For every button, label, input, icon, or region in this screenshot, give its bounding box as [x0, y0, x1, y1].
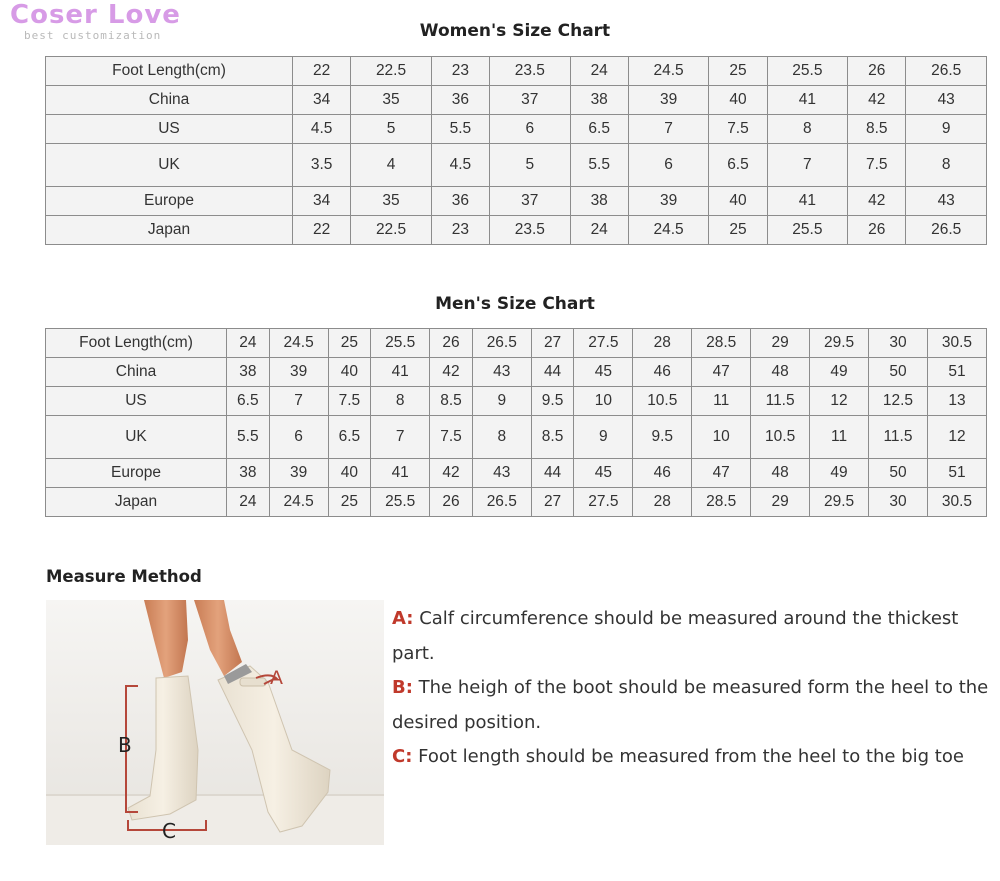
women-table-cell: 26 — [848, 57, 906, 86]
diagram-label-c: C — [162, 819, 176, 843]
men-table-cell: 51 — [927, 358, 986, 387]
women-table-cell: 5.5 — [431, 115, 489, 144]
diagram-label-a: A — [270, 667, 283, 689]
men-table-cell: 10 — [692, 416, 751, 459]
women-table-cell: 25 — [709, 57, 767, 86]
women-table-cell: 8.5 — [848, 115, 906, 144]
women-table-cell: 7 — [628, 115, 709, 144]
men-table-cell: 28 — [633, 488, 692, 517]
women-table-cell: 38 — [570, 86, 628, 115]
men-table-cell: 47 — [692, 459, 751, 488]
women-table-row — [46, 57, 987, 86]
men-table-cell: 7 — [269, 387, 328, 416]
women-table-cell: 25.5 — [767, 57, 848, 86]
men-table-row-label: US — [46, 387, 227, 416]
women-table-cell: 4.5 — [293, 115, 351, 144]
men-table-cell: 50 — [869, 459, 928, 488]
men-table-cell: 29 — [751, 488, 810, 517]
men-table-row — [46, 459, 987, 488]
men-table-row-label: China — [46, 358, 227, 387]
women-table-cell: 24 — [570, 57, 628, 86]
women-table-cell: 36 — [431, 86, 489, 115]
men-table-cell: 47 — [692, 358, 751, 387]
note-a — [392, 602, 992, 671]
diagram-label-b: B — [118, 733, 132, 757]
men-table-cell: 29.5 — [810, 329, 869, 358]
men-table-row — [46, 358, 987, 387]
note-c-key: C: — [392, 746, 413, 767]
men-table-cell: 6.5 — [227, 387, 270, 416]
measure-method-title: Measure Method — [46, 567, 202, 586]
women-table-row-label: Foot Length(cm) — [46, 57, 293, 86]
men-table-cell: 40 — [328, 358, 371, 387]
men-table-cell: 8 — [472, 416, 531, 459]
men-table-cell: 11.5 — [751, 387, 810, 416]
men-table-cell: 49 — [810, 358, 869, 387]
men-table-cell: 44 — [531, 358, 574, 387]
men-table-cell: 25.5 — [371, 488, 430, 517]
men-table-cell: 26 — [430, 329, 473, 358]
women-table-cell: 41 — [767, 86, 848, 115]
men-table-cell: 41 — [371, 459, 430, 488]
men-table-row — [46, 387, 987, 416]
brand-tagline: best customization — [24, 29, 162, 42]
men-table-cell: 27 — [531, 488, 574, 517]
men-table-row-label: Japan — [46, 488, 227, 517]
women-table-cell: 5.5 — [570, 144, 628, 187]
men-table-row-label: UK — [46, 416, 227, 459]
women-table-cell: 22.5 — [351, 216, 432, 245]
women-table-cell: 38 — [570, 187, 628, 216]
women-table-cell: 36 — [431, 187, 489, 216]
women-table-row — [46, 216, 987, 245]
men-table-cell: 42 — [430, 358, 473, 387]
men-table-cell: 44 — [531, 459, 574, 488]
men-table-cell: 12 — [810, 387, 869, 416]
women-table-row — [46, 115, 987, 144]
women-table-row-label: China — [46, 86, 293, 115]
women-table-cell: 25.5 — [767, 216, 848, 245]
women-table-cell: 42 — [848, 187, 906, 216]
boot-measure-photo — [46, 600, 384, 845]
women-table-row — [46, 86, 987, 115]
men-table-cell: 11 — [692, 387, 751, 416]
women-table-cell: 37 — [490, 86, 571, 115]
men-table-cell: 30 — [869, 329, 928, 358]
men-table-cell: 12.5 — [869, 387, 928, 416]
women-table-cell: 4.5 — [431, 144, 489, 187]
women-table-cell: 22 — [293, 216, 351, 245]
women-table-cell: 6 — [628, 144, 709, 187]
women-table-cell: 5 — [490, 144, 571, 187]
men-table-cell: 28.5 — [692, 329, 751, 358]
men-table-cell: 11 — [810, 416, 869, 459]
men-table-cell: 24.5 — [269, 488, 328, 517]
women-table-cell: 35 — [351, 187, 432, 216]
men-table-cell: 6.5 — [328, 416, 371, 459]
women-table-cell: 23 — [431, 216, 489, 245]
men-table-cell: 45 — [574, 358, 633, 387]
men-table-cell: 30.5 — [927, 488, 986, 517]
men-table-cell: 28 — [633, 329, 692, 358]
men-table-cell: 46 — [633, 459, 692, 488]
women-table-cell: 43 — [906, 187, 987, 216]
men-table-cell: 27 — [531, 329, 574, 358]
women-table-cell: 23.5 — [490, 57, 571, 86]
men-table-cell: 8 — [371, 387, 430, 416]
men-table-cell: 24 — [227, 329, 270, 358]
women-table-cell: 42 — [848, 86, 906, 115]
women-table-cell: 8 — [767, 115, 848, 144]
women-table-row-label: Europe — [46, 187, 293, 216]
women-table-cell: 6 — [490, 115, 571, 144]
men-table-cell: 25 — [328, 329, 371, 358]
men-table-cell: 10 — [574, 387, 633, 416]
women-table-cell: 24.5 — [628, 216, 709, 245]
women-table-cell: 26.5 — [906, 57, 987, 86]
men-table-cell: 46 — [633, 358, 692, 387]
men-table-cell: 8.5 — [531, 416, 574, 459]
women-table-cell: 22.5 — [351, 57, 432, 86]
men-table-cell: 39 — [269, 358, 328, 387]
women-table-row — [46, 187, 987, 216]
men-table-cell: 11.5 — [869, 416, 928, 459]
women-table-row — [46, 144, 987, 187]
women-table-row-label: US — [46, 115, 293, 144]
women-table-cell: 24.5 — [628, 57, 709, 86]
men-table-cell: 45 — [574, 459, 633, 488]
men-table-cell: 40 — [328, 459, 371, 488]
men-table-cell: 7.5 — [328, 387, 371, 416]
women-table-cell: 6.5 — [709, 144, 767, 187]
men-table-cell: 24.5 — [269, 329, 328, 358]
men-table-cell: 48 — [751, 358, 810, 387]
men-chart-title: Men's Size Chart — [435, 294, 595, 314]
women-table-cell: 39 — [628, 187, 709, 216]
women-table-cell: 23.5 — [490, 216, 571, 245]
measure-notes — [392, 602, 992, 775]
men-table-cell: 51 — [927, 459, 986, 488]
women-table-cell: 24 — [570, 216, 628, 245]
women-table-cell: 9 — [906, 115, 987, 144]
women-table-cell: 22 — [293, 57, 351, 86]
men-table-cell: 43 — [472, 459, 531, 488]
women-table-cell: 7 — [767, 144, 848, 187]
men-table-row-label: Foot Length(cm) — [46, 329, 227, 358]
men-table-row — [46, 416, 987, 459]
men-table-row — [46, 488, 987, 517]
brand-logo — [10, 0, 181, 42]
note-a-key: A: — [392, 608, 414, 629]
men-table-cell: 9 — [472, 387, 531, 416]
boot-illustration — [46, 600, 384, 845]
brand-name: Coser Love — [10, 0, 181, 30]
men-table-cell: 42 — [430, 459, 473, 488]
men-table-cell: 30 — [869, 488, 928, 517]
men-size-table — [45, 328, 987, 517]
women-table-cell: 4 — [351, 144, 432, 187]
note-a-text: Calf circumference should be measured around the thickest part. — [392, 608, 959, 664]
note-b-text: The heigh of the boot should be measured form the heel to the desired position. — [392, 677, 989, 733]
note-b — [392, 671, 992, 740]
women-table-cell: 8 — [906, 144, 987, 187]
men-table-cell: 26 — [430, 488, 473, 517]
men-table-row — [46, 329, 987, 358]
men-table-cell: 38 — [227, 358, 270, 387]
men-table-cell: 38 — [227, 459, 270, 488]
women-size-table — [45, 56, 987, 245]
women-table-row-label: Japan — [46, 216, 293, 245]
men-table-cell: 12 — [927, 416, 986, 459]
women-table-cell: 6.5 — [570, 115, 628, 144]
men-table-cell: 39 — [269, 459, 328, 488]
women-table-cell: 34 — [293, 187, 351, 216]
women-table-cell: 23 — [431, 57, 489, 86]
women-table-cell: 43 — [906, 86, 987, 115]
men-table-cell: 27.5 — [574, 329, 633, 358]
men-table-cell: 9.5 — [531, 387, 574, 416]
men-table-cell: 13 — [927, 387, 986, 416]
women-table-cell: 3.5 — [293, 144, 351, 187]
note-b-key: B: — [392, 677, 413, 698]
women-table-cell: 40 — [709, 187, 767, 216]
women-table-cell: 41 — [767, 187, 848, 216]
men-table-row-label: Europe — [46, 459, 227, 488]
men-table-cell: 26.5 — [472, 488, 531, 517]
men-table-cell: 7 — [371, 416, 430, 459]
women-table-cell: 7.5 — [709, 115, 767, 144]
women-table-cell: 5 — [351, 115, 432, 144]
women-table-cell: 35 — [351, 86, 432, 115]
note-c — [392, 740, 992, 775]
men-table-cell: 10.5 — [751, 416, 810, 459]
men-table-cell: 30.5 — [927, 329, 986, 358]
men-table-cell: 26.5 — [472, 329, 531, 358]
men-table-cell: 5.5 — [227, 416, 270, 459]
women-table-cell: 39 — [628, 86, 709, 115]
men-table-cell: 9.5 — [633, 416, 692, 459]
men-table-cell: 27.5 — [574, 488, 633, 517]
men-table-cell: 29 — [751, 329, 810, 358]
women-chart-title: Women's Size Chart — [419, 21, 611, 41]
men-table-cell: 25 — [328, 488, 371, 517]
men-table-cell: 48 — [751, 459, 810, 488]
men-table-cell: 43 — [472, 358, 531, 387]
men-table-cell: 6 — [269, 416, 328, 459]
women-table-cell: 37 — [490, 187, 571, 216]
women-table-row-label: UK — [46, 144, 293, 187]
men-table-cell: 10.5 — [633, 387, 692, 416]
women-table-cell: 34 — [293, 86, 351, 115]
women-table-cell: 25 — [709, 216, 767, 245]
men-table-cell: 29.5 — [810, 488, 869, 517]
men-table-cell: 9 — [574, 416, 633, 459]
men-table-cell: 49 — [810, 459, 869, 488]
men-table-cell: 8.5 — [430, 387, 473, 416]
women-table-cell: 26.5 — [906, 216, 987, 245]
women-table-cell: 40 — [709, 86, 767, 115]
men-table-cell: 7.5 — [430, 416, 473, 459]
men-table-cell: 41 — [371, 358, 430, 387]
women-table-cell: 7.5 — [848, 144, 906, 187]
men-table-cell: 25.5 — [371, 329, 430, 358]
men-table-cell: 24 — [227, 488, 270, 517]
men-table-cell: 50 — [869, 358, 928, 387]
men-table-cell: 28.5 — [692, 488, 751, 517]
women-table-cell: 26 — [848, 216, 906, 245]
note-c-text: Foot length should be measured from the heel to the big toe — [412, 746, 964, 767]
